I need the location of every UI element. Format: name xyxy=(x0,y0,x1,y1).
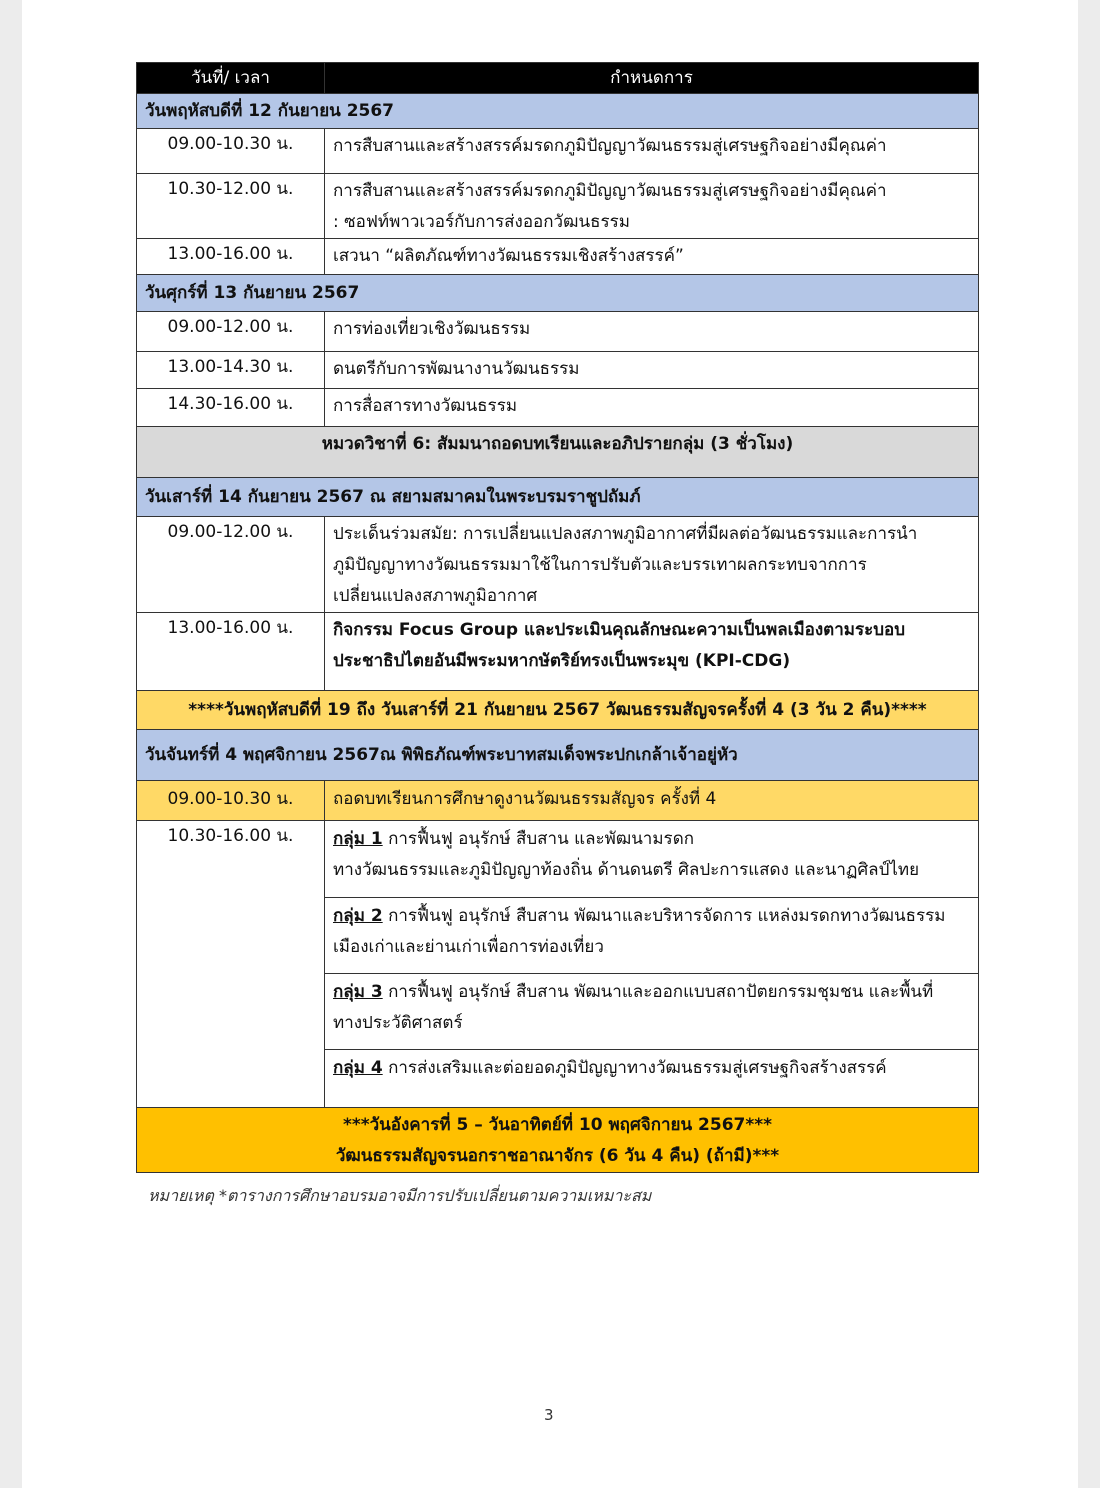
group-text: ทางประวัติศาสตร์ xyxy=(333,1013,463,1033)
group-item xyxy=(325,974,978,1050)
group-text: การฟื้นฟู อนุรักษ์ สืบสาน พัฒนาและออกแบบสถาปัตยกรรมชุมชน และพื้นที่ xyxy=(382,982,934,1002)
table-row xyxy=(137,129,979,174)
group-text: การฟื้นฟู อนุรักษ์ สืบสาน และพัฒนามรดก xyxy=(382,829,695,849)
table-row xyxy=(137,174,979,239)
table-row xyxy=(137,821,979,1108)
trip-band xyxy=(137,1108,979,1173)
day-title: วันเสาร์ที่ 14 กันยายน 2567 ณ สยามสมาคมในพระบรมราชูปถัมภ์ xyxy=(137,478,979,517)
time-cell: 09.00-10.30 น. xyxy=(137,781,325,821)
group-text: เมืองเก่าและย่านเก่าเพื่อการท่องเที่ยว xyxy=(333,937,604,957)
agenda-cell xyxy=(325,174,979,239)
agenda-line: : ซอฟท์พาวเวอร์กับการส่งออกวัฒนธรรม xyxy=(333,212,630,232)
time-cell: 09.00-12.00 น. xyxy=(137,312,325,352)
group-label: กลุ่ม 2 xyxy=(333,906,383,926)
agenda-line: ภูมิปัญญาทางวัฒนธรรมมาใช้ในการปรับตัวและบรรเทาผลกระทบจากการ xyxy=(333,555,867,575)
agenda-line: เปลี่ยนแปลงสภาพภูมิอากาศ xyxy=(333,586,538,606)
module-title: หมวดวิชาที่ 6: สัมมนาถอดบทเรียนและอภิปรายกลุ่ม (3 ชั่วโมง) xyxy=(137,427,979,478)
group-item xyxy=(325,1050,978,1107)
group-text: ทางวัฒนธรรมและภูมิปัญญาท้องถิ่น ด้านดนตรี ศิลปะการแสดง และนาฏศิลป์ไทย xyxy=(333,860,920,880)
footnote: หมายเหตุ *ตารางการศึกษาอบรมอาจมีการปรับเปลี่ยนตามความเหมาะสม xyxy=(148,1186,652,1205)
day-band xyxy=(137,275,979,312)
day-title: วันพฤหัสบดีที่ 12 กันยายน 2567 xyxy=(137,94,979,129)
trip-title: ****วันพฤหัสบดีที่ 19 ถึง วันเสาร์ที่ 21 กันยายน 2567 วัฒนธรรมสัญจรครั้งที่ 4 (3 วัน 2 คืน)**** xyxy=(137,691,979,730)
time-cell: 14.30-16.00 น. xyxy=(137,389,325,427)
agenda-line: การสืบสานและสร้างสรรค์มรดกภูมิปัญญาวัฒนธรรมสู่เศรษฐกิจอย่างมีคุณค่า xyxy=(333,181,887,201)
header-agenda: กำหนดการ xyxy=(325,63,979,94)
agenda-cell: ดนตรีกับการพัฒนางานวัฒนธรรม xyxy=(325,352,979,389)
day-band xyxy=(137,478,979,517)
table-row xyxy=(137,239,979,275)
table-row xyxy=(137,613,979,691)
agenda-cell: เสวนา “ผลิตภัณฑ์ทางวัฒนธรรมเชิงสร้างสรรค์” xyxy=(325,239,979,275)
agenda-cell xyxy=(325,613,979,691)
time-cell: 09.00-12.00 น. xyxy=(137,517,325,613)
day-band xyxy=(137,730,979,781)
day-band xyxy=(137,94,979,129)
agenda-line: ประชาธิปไตยอันมีพระมหากษัตริย์ทรงเป็นพระมุข (KPI-CDG) xyxy=(333,651,791,671)
agenda-cell: การสื่อสารทางวัฒนธรรม xyxy=(325,389,979,427)
table-row xyxy=(137,781,979,821)
trip-title xyxy=(137,1108,979,1173)
agenda-cell: การท่องเที่ยวเชิงวัฒนธรรม xyxy=(325,312,979,352)
groups-cell xyxy=(325,821,979,1108)
agenda-cell: ถอดบทเรียนการศึกษาดูงานวัฒนธรรมสัญจร ครั้งที่ 4 xyxy=(325,781,979,821)
agenda-line: ประเด็นร่วมสมัย: การเปลี่ยนแปลงสภาพภูมิอากาศที่มีผลต่อวัฒนธรรมและการนำ xyxy=(333,524,918,544)
group-text: การฟื้นฟู อนุรักษ์ สืบสาน พัฒนาและบริหารจัดการ แหล่งมรดกทางวัฒนธรรม xyxy=(382,906,946,926)
schedule-table xyxy=(136,62,979,1173)
trip-band xyxy=(137,691,979,730)
module-band xyxy=(137,427,979,478)
document-page xyxy=(22,0,1078,1488)
table-header-row xyxy=(137,63,979,94)
table-row xyxy=(137,517,979,613)
group-item xyxy=(325,898,978,974)
group-label: กลุ่ม 3 xyxy=(333,982,383,1002)
agenda-cell: การสืบสานและสร้างสรรค์มรดกภูมิปัญญาวัฒนธรรมสู่เศรษฐกิจอย่างมีคุณค่า xyxy=(325,129,979,174)
table-row xyxy=(137,389,979,427)
time-cell: 13.00-16.00 น. xyxy=(137,613,325,691)
group-label: กลุ่ม 4 xyxy=(333,1058,383,1078)
header-time: วันที่/ เวลา xyxy=(137,63,325,94)
trip-line: วัฒนธรรมสัญจรนอกราชอาณาจักร (6 วัน 4 คืน) (ถ้ามี)*** xyxy=(335,1146,780,1166)
time-cell: 10.30-16.00 น. xyxy=(137,821,325,1108)
page-number: 3 xyxy=(544,1406,554,1424)
table-row xyxy=(137,312,979,352)
agenda-cell xyxy=(325,517,979,613)
table-row xyxy=(137,352,979,389)
time-cell: 13.00-16.00 น. xyxy=(137,239,325,275)
time-cell: 13.00-14.30 น. xyxy=(137,352,325,389)
day-title: วันจันทร์ที่ 4 พฤศจิกายน 2567ณ พิพิธภัณฑ์พระบาทสมเด็จพระปกเกล้าเจ้าอยู่หัว xyxy=(137,730,979,781)
group-text: การส่งเสริมและต่อยอดภูมิปัญญาทางวัฒนธรรมสู่เศรษฐกิจสร้างสรรค์ xyxy=(382,1058,887,1078)
trip-line: ***วันอังคารที่ 5 – วันอาทิตย์ที่ 10 พฤศจิกายน 2567*** xyxy=(342,1115,773,1135)
day-title: วันศุกร์ที่ 13 กันยายน 2567 xyxy=(137,275,979,312)
group-label: กลุ่ม 1 xyxy=(333,829,383,849)
time-cell: 10.30-12.00 น. xyxy=(137,174,325,239)
time-cell: 09.00-10.30 น. xyxy=(137,129,325,174)
group-item xyxy=(325,821,978,898)
agenda-line: กิจกรรม Focus Group และประเมินคุณลักษณะความเป็นพลเมืองตามระบอบ xyxy=(333,620,906,640)
